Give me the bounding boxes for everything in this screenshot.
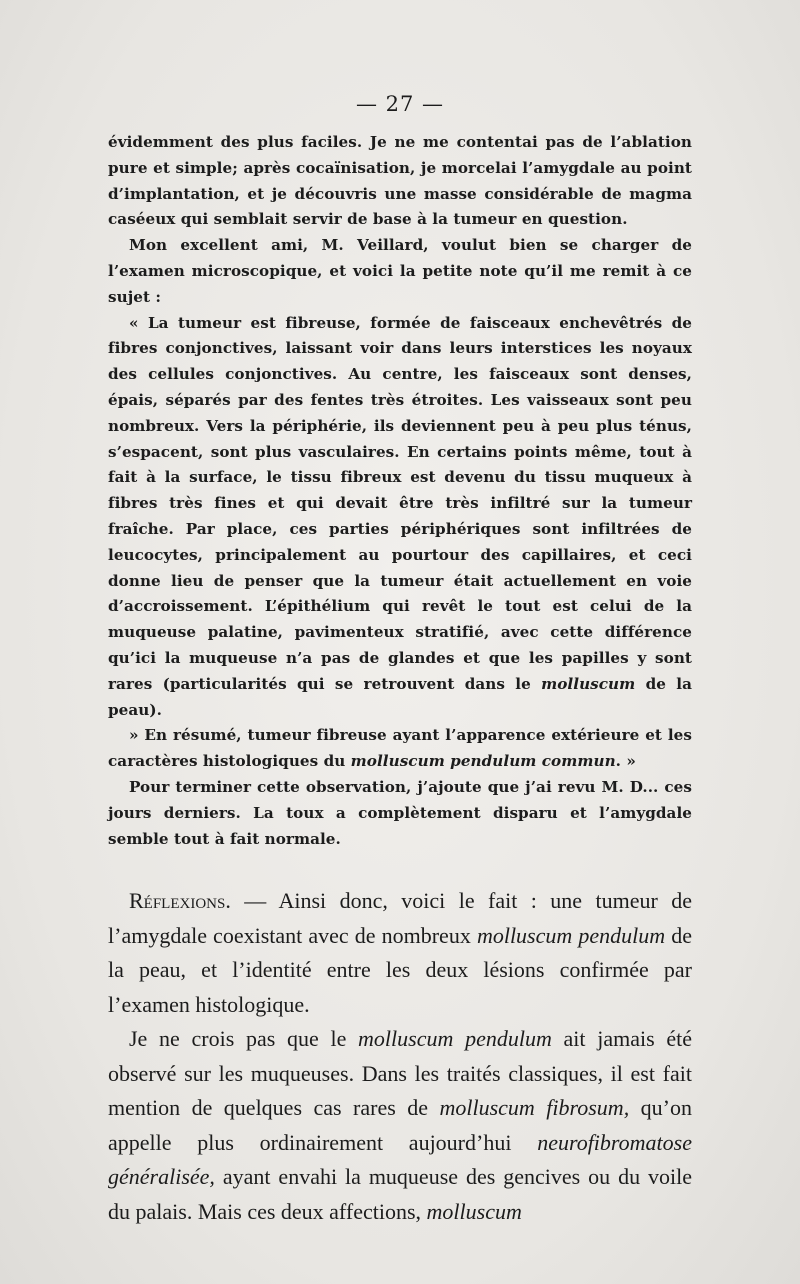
reflexions2-text-a: Je ne crois pas que le xyxy=(129,1026,359,1051)
reflexions2-emphasis-2: molluscum fibrosum, xyxy=(439,1095,630,1120)
reflexions-text-b: de la peau, et l’identité entre les deux lésions confirmée par l’examen histologique. xyxy=(108,922,693,1017)
reflexions-section xyxy=(108,884,692,1229)
reflexions2-emphasis-4: molluscum xyxy=(426,1198,522,1224)
paragraph-reflexions-2 xyxy=(108,1022,692,1229)
paragraph-ablation: évidemment des plus faciles. Je ne me contentai pas de l’ablation pure et simple; après cocaïnisation, je morcelai l’amygdale au point d’implantation, et je découvris une masse considérable de magma caséeux qui semblait servir de base à la tumeur en question. xyxy=(108,133,692,229)
resume-emphasis: molluscum pendulum commun xyxy=(350,752,616,771)
reflexions2-emphasis-3: neurofibromatose généralisée, xyxy=(108,1129,692,1189)
note-text: « La tumeur est fibreuse, formée de faisceaux enchevêtrés de fibres conjonctives, laissant voir dans leurs interstices les noyaux des cellules conjonctives. Au centre, les faisceaux sont denses, épais, séparés par des fentes très étroites. Les vaisseaux sont peu nombreux. Vers la périphérie, ils deviennent peu à peu plus ténus, s’espacent, sont plus vasculaires. En certains points même, tout à fait à la surface, le tissu fibreux est devenu du tissu muqueux à fibres très fines et qui devait être très infiltré sur la tumeur fraîche. Par place, ces parties périphériques sont infiltrées de leucocytes, principalement au pourtour des capillaires, et ceci donne lieu de penser que la tumeur était actuellement en voie d’accroissement. L’épithélium qui revêt le tout est celui de la muqueuse palatine, pavimenteux stratifié, avec cette différence qu’ici la muqueuse n’a pas de glandes et que les papilles y sont rares (particularités qui se retrouvent dans le xyxy=(108,313,692,693)
paragraph-veillard: Mon excellent ami, M. Veillard, voulut bien se charger de l’examen microscopique, et voici la petite note qu’il me remit à ce sujet : xyxy=(108,236,692,306)
observation-text xyxy=(108,130,692,852)
reflexions-dash: . — xyxy=(225,888,279,913)
reflexions-heading: Réflexions xyxy=(129,888,226,913)
paragraph-reflexions-1 xyxy=(108,884,692,1022)
reflexions2-text-b: ait jamais été observé sur les muqueuses. Dans les traités classiques, il est fait mention de quelques cas rares de xyxy=(108,1026,693,1120)
paragraph-conclusion: Pour terminer cette observation, j’ajoute que j’ai revu M. D... ces jours derniers. La toux a complètement disparu et l’amygdale semble tout à fait normale. xyxy=(108,777,692,848)
reflexions2-text-d: ayant envahi la muqueuse des gencives ou du voile du palais. Mais ces deux affections, xyxy=(108,1164,692,1224)
page-number: — 27 — xyxy=(355,92,445,116)
reflexions2-text-c: qu’on appelle plus ordinairement aujourd’hui xyxy=(108,1095,692,1155)
note-text-end: de la peau). xyxy=(108,674,692,719)
paragraph-resume xyxy=(108,723,692,775)
reflexions2-emphasis-1: molluscum pendulum xyxy=(358,1026,552,1051)
reflexions-text-a: Ainsi donc, voici le fait : une tumeur de l’amygdale coexistant avec de nombreux xyxy=(108,888,693,948)
paragraph-microscopic-note xyxy=(108,311,692,724)
reflexions-emphasis-a: molluscum pendulum xyxy=(476,922,666,948)
note-emphasis: molluscum xyxy=(541,674,636,693)
resume-text: » En résumé, tumeur fibreuse ayant l’apparence extérieure et les caractères histologiques du xyxy=(108,726,692,771)
resume-text-end: . » xyxy=(615,752,636,771)
